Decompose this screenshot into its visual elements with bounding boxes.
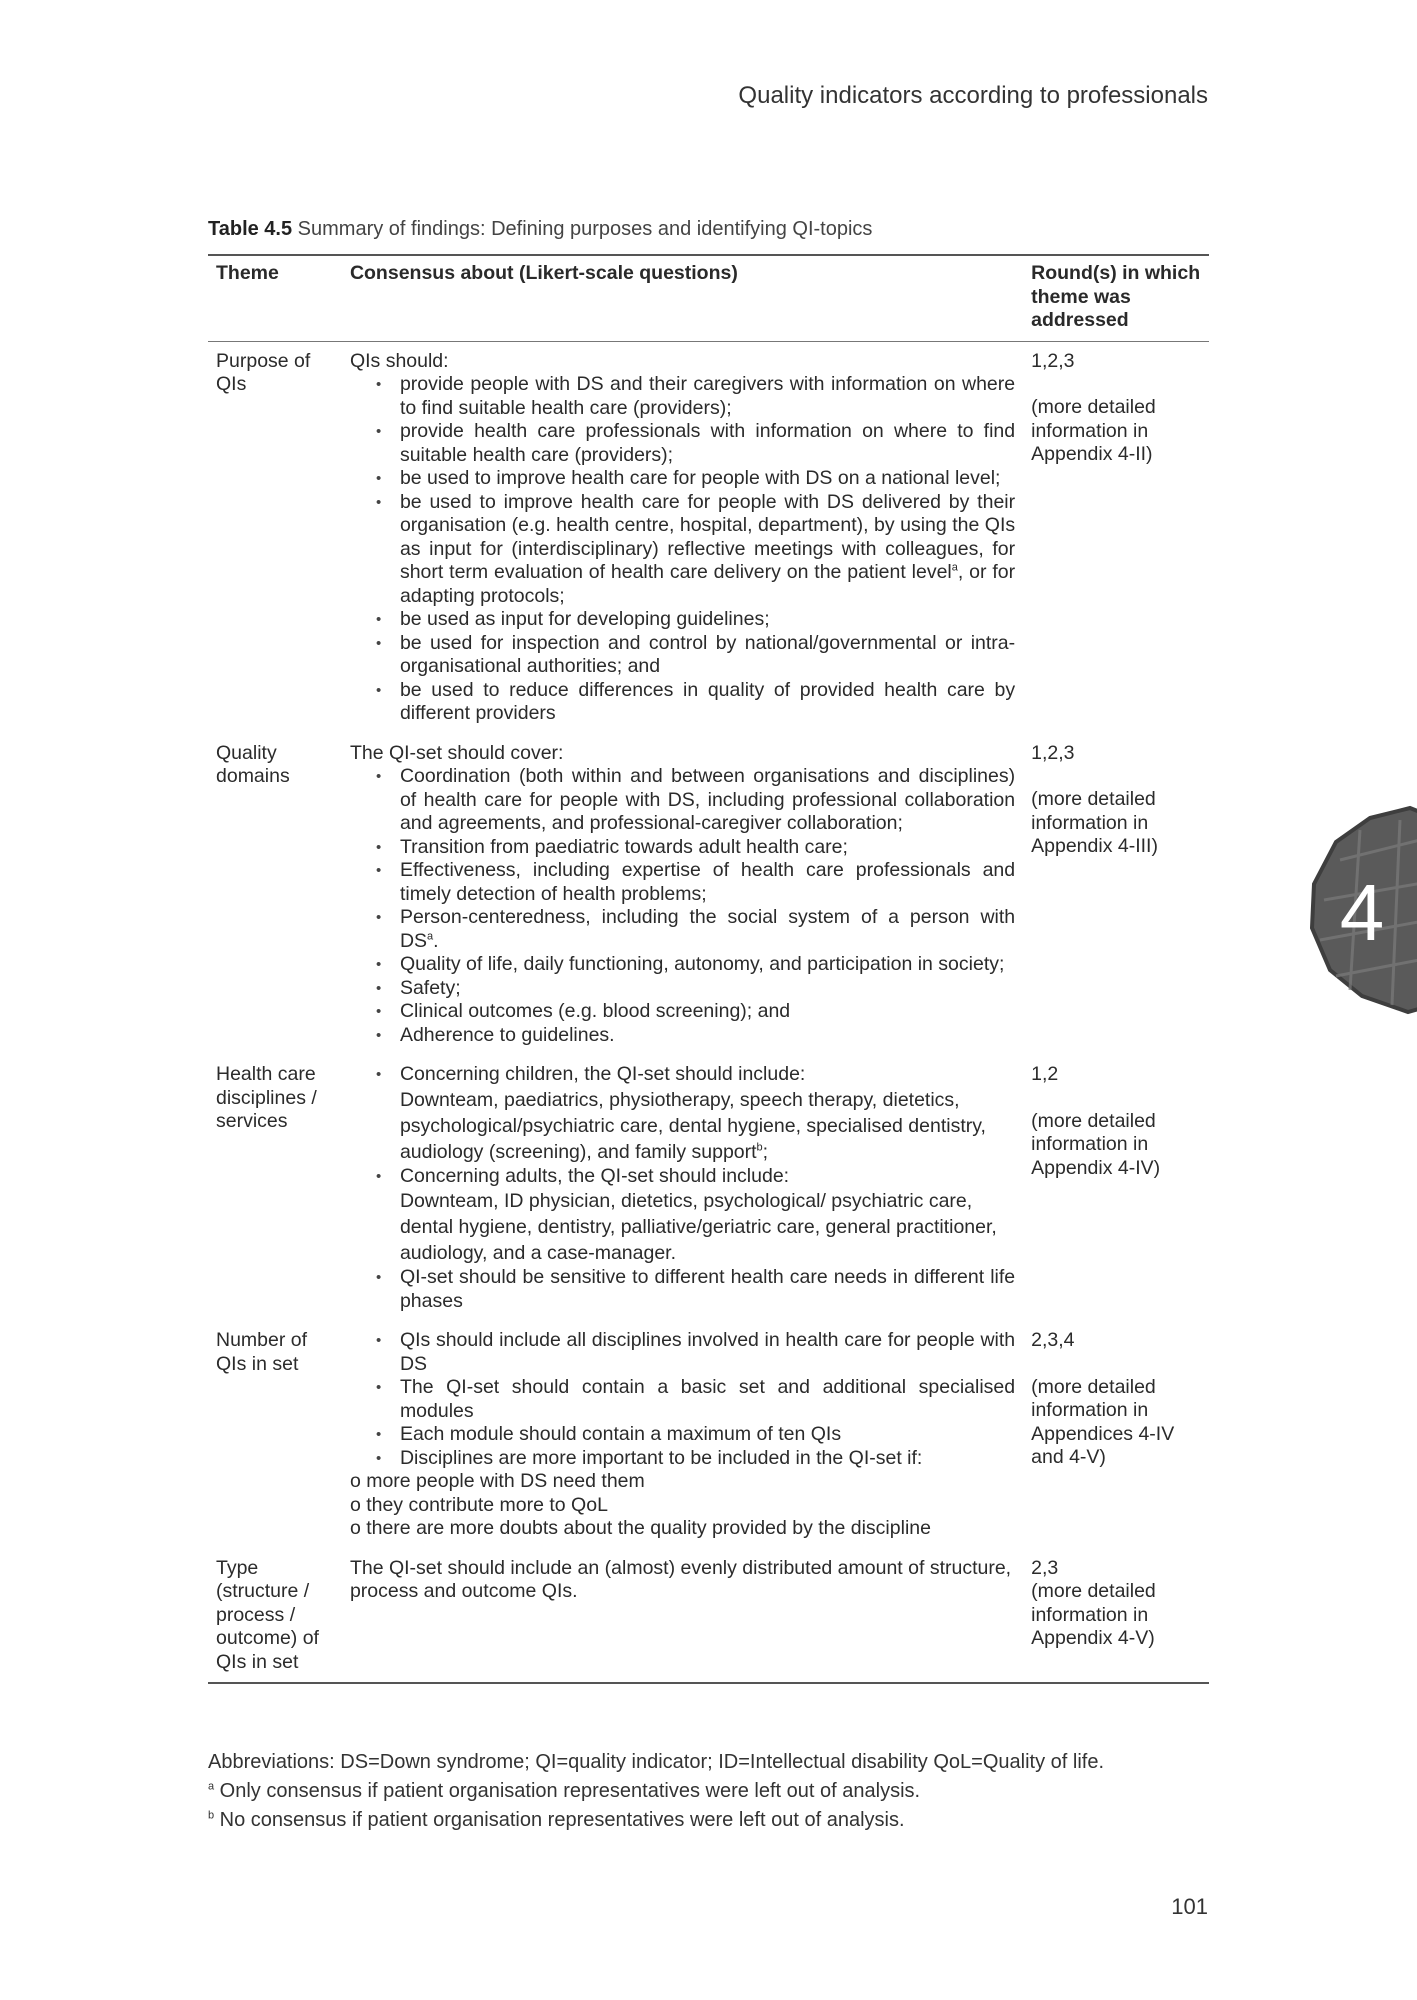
list-item: • QI-set should be sensitive to different health care needs in different life phases (400, 1266, 1015, 1313)
table-row (208, 734, 1209, 1056)
rounds-cell (1023, 1055, 1209, 1321)
list-item: • provide people with DS and their caregivers with information on where to find suitable health care (providers); (400, 373, 1015, 420)
list-item (400, 906, 1015, 953)
header-consensus: Consensus about (Likert-scale questions) (342, 255, 1023, 341)
list-item: • The QI-set should contain a basic set and additional specialised modules (400, 1376, 1015, 1423)
rounds-detail: (more detailed information in Appendix 4-II) (1031, 396, 1156, 465)
consensus-intro: The QI-set should cover: (349, 741, 564, 764)
list-item-text: Concerning children, the QI-set should include: (399, 1063, 806, 1085)
rounds-detail: (more detailed information in Appendix 4-III) (1031, 788, 1158, 857)
list-item: • be used to reduce differences in quality of provided health care by different providers (400, 679, 1015, 726)
table-row (208, 341, 1209, 734)
rounds-cell (1023, 341, 1209, 734)
list-item-tail: , or for adapting protocols; (399, 561, 1016, 607)
footnote-a-mark: a (208, 1780, 215, 1793)
footnote-mark: a (951, 561, 958, 574)
consensus-cell (342, 341, 1023, 734)
chapter-tab-badge (1300, 800, 1417, 1020)
rounds-detail: (more detailed information in Appendix 4-IV) (1031, 1109, 1161, 1179)
footnote-mark: a (427, 930, 434, 942)
rounds-detail: (more detailed information in Appendices 4-IV and 4-V) (1031, 1375, 1175, 1468)
list-item (400, 491, 1015, 609)
consensus-cell (342, 734, 1023, 1056)
list-item: • be used to improve health care for people with DS on a national level; (400, 467, 1015, 491)
table-caption-text: Summary of findings: Defining purposes and identifying QI-topics (292, 218, 873, 240)
running-head: Quality indicators according to professionals (738, 82, 1208, 109)
table-footnotes (208, 1748, 1218, 1835)
list-item-tail: . (433, 929, 439, 952)
list-item: • Safety; (400, 977, 1015, 1001)
children-disciplines-tail: ; (762, 1140, 769, 1163)
theme-cell: Number of QIs in set (216, 1329, 308, 1375)
list-item: • Adherence to guidelines. (400, 1024, 1015, 1048)
rounds-value: 1,2,3 (1031, 741, 1075, 764)
header-theme: Theme (208, 255, 342, 341)
bullet-list (350, 765, 1015, 1047)
sub-list (350, 1470, 1015, 1541)
table-row (208, 1055, 1209, 1321)
consensus-cell (342, 1055, 1023, 1321)
rounds-cell (1023, 1549, 1209, 1684)
list-item: • provide health care professionals with information on where to find suitable health care (providers); (400, 420, 1015, 467)
page-number: 101 (1171, 1894, 1208, 1919)
rounds-value: 1,2 (1031, 1063, 1059, 1085)
sub-item: o there are more doubts about the quality provided by the discipline (349, 1517, 931, 1539)
list-item: • Clinical outcomes (e.g. blood screening); and (400, 1000, 1015, 1024)
table-caption (208, 218, 1208, 241)
bullet-list (350, 1329, 1015, 1470)
footnote-mark: b (756, 1141, 763, 1153)
footnote-b (208, 1806, 1218, 1835)
header-rounds: Round(s) in which theme was addressed (1023, 255, 1209, 341)
list-item-text: be used to improve health care for people with DS delivered by their organisation (e.g. health centre, hospital, department), by using the QIs as input for (interdisciplinary) reflective meetings with colleagues, for short term evaluation of health care delivery on the patient level (399, 490, 1016, 583)
table-row (208, 1549, 1209, 1684)
list-item: • be used as input for developing guidelines; (400, 608, 1015, 632)
children-disciplines-text: Downteam, paediatrics, physiotherapy, speech therapy, dietetics, psychological/psychiatric care, dental hygiene, specialised dentistry, audiology (screening), and family support (399, 1088, 986, 1163)
list-item (400, 1063, 1015, 1165)
consensus-intro: QIs should: (349, 349, 449, 372)
list-item: • Coordination (both within and between organisations and disciplines) of health care for people with DS, including professional collaboration and agreements, and professional-caregiver collaboration; (400, 765, 1015, 836)
bullet-list (350, 1063, 1015, 1313)
list-item: • Transition from paediatric towards adult health care; (400, 836, 1015, 860)
list-item: • Effectiveness, including expertise of health care professionals and timely detection of health problems; (400, 859, 1015, 906)
chapter-tab (1300, 800, 1417, 1020)
table-row (208, 1321, 1209, 1549)
footnote-b-mark: b (208, 1809, 215, 1822)
rounds-cell (1023, 1321, 1209, 1549)
footnote-a-text: Only consensus if patient organisation representatives were left out of analysis. (214, 1780, 921, 1802)
list-item-text: Person-centeredness, including the social system of a person with DS (399, 906, 1016, 952)
list-item: • Quality of life, daily functioning, autonomy, and participation in society; (400, 953, 1015, 977)
table-header-row (208, 255, 1209, 341)
summary-table (208, 254, 1209, 1684)
table-caption-label: Table 4.5 (208, 218, 293, 240)
adults-disciplines: Downteam, ID physician, dietetics, psychological/ psychiatric care, dental hygiene, dentistry, palliative/geriatric care, general practitioner, audiology, and a case-manager. (399, 1190, 997, 1264)
list-item: • Each module should contain a maximum of ten QIs (400, 1423, 1015, 1447)
rounds-value: 2,3 (1031, 1556, 1059, 1579)
theme-cell: Health care disciplines / services (216, 1063, 317, 1132)
chapter-tab-number: 4 (1339, 868, 1385, 957)
sub-item: o they contribute more to QoL (349, 1493, 608, 1516)
consensus-intro: The QI-set should include an (almost) evenly distributed amount of structure, process and outcome QIs. (349, 1556, 1012, 1602)
footnote-b-text: No consensus if patient organisation representatives were left out of analysis. (214, 1809, 905, 1831)
bullet-list (350, 373, 1015, 726)
list-item-text: Concerning adults, the QI-set should include: (399, 1164, 790, 1187)
rounds-value: 1,2,3 (1031, 349, 1075, 372)
theme-cell: Quality domains (216, 741, 290, 787)
list-item: • be used for inspection and control by national/governmental or intra-organisational authorities; and (400, 632, 1015, 679)
children-disciplines (400, 1087, 1015, 1165)
abbreviations-note: Abbreviations: DS=Down syndrome; QI=quality indicator; ID=Intellectual disability QoL=Quality of life. (208, 1751, 1104, 1773)
consensus-cell (342, 1549, 1023, 1684)
list-item (400, 1165, 1015, 1267)
footnote-a (208, 1777, 1218, 1806)
consensus-cell (342, 1321, 1023, 1549)
theme-cell: Purpose of QIs (216, 349, 311, 395)
list-item: • Disciplines are more important to be included in the QI-set if: (400, 1447, 1015, 1471)
sub-item: o more people with DS need them (349, 1470, 645, 1492)
list-item: • QIs should include all disciplines involved in health care for people with DS (400, 1329, 1015, 1376)
rounds-detail: (more detailed information in Appendix 4-V) (1031, 1580, 1156, 1649)
rounds-value: 2,3,4 (1031, 1329, 1075, 1351)
rounds-cell (1023, 734, 1209, 1056)
theme-cell: Type (structure / process / outcome) of QIs in set (208, 1549, 342, 1684)
